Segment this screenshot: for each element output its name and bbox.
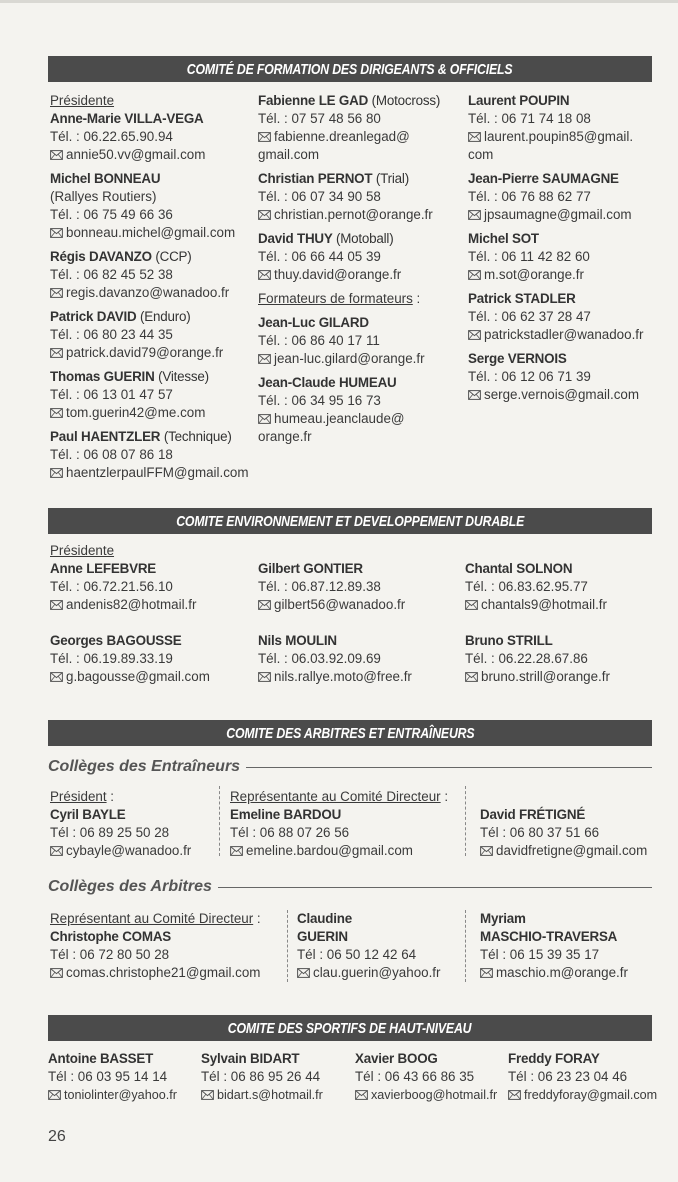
contact-email-text: nils.rallye.moto@free.fr (274, 669, 412, 684)
role-label-text: Représentante au Comité Directeur (230, 789, 441, 804)
contact-role: (Motoball) (335, 231, 394, 246)
contact-name-text: Jean-Pierre SAUMAGNE (468, 171, 619, 186)
role-label-text: Présidente (50, 93, 115, 108)
section-title: COMITE ENVIRONNEMENT ET DEVELOPPEMENT DURABLE (176, 512, 524, 530)
contact-phone: Tél. : 06.22.28.67.86 (465, 651, 588, 666)
contact-entry (50, 170, 255, 242)
contact-phone: Tél. : 06.22.65.90.94 (50, 129, 173, 144)
contact-email-text: toniolinter@yahoo.fr (64, 1088, 177, 1102)
envelope-icon (468, 132, 481, 142)
envelope-icon (50, 150, 63, 160)
contact-email-text: gilbert56@wanadoo.fr (274, 597, 406, 612)
contact-name (48, 1050, 177, 1068)
contact-phone: Tél : 06 72 80 50 28 (50, 947, 170, 962)
section-banner-formation (48, 56, 652, 82)
contact-phone: Tél : 06 86 95 26 44 (201, 1069, 321, 1084)
contact-name (230, 806, 448, 824)
contact-name-text: Nils MOULIN (258, 633, 337, 648)
contact-role: (CCP) (155, 249, 192, 264)
sportif-cell (48, 1050, 177, 1110)
contact-entry (465, 560, 607, 614)
contact-email-text: laurent.poupin85@gmail. (484, 129, 634, 144)
contact-name-text: Michel SOT (468, 231, 539, 246)
contact-email (297, 964, 441, 982)
contact-name-text: David THUY (258, 231, 333, 246)
role-label (50, 92, 255, 110)
contact-email (468, 326, 673, 344)
contact-entry (480, 910, 628, 982)
envelope-icon (468, 330, 481, 340)
contact-email (468, 386, 673, 404)
contact-email-text: patrick.david79@orange.fr (66, 345, 224, 360)
contact-entry (258, 632, 412, 686)
contact-email-text: maschio.m@orange.fr (496, 965, 628, 980)
role-label (50, 910, 261, 928)
contact-email (50, 224, 255, 242)
envelope-icon (258, 600, 271, 610)
contact-email (480, 964, 628, 982)
envelope-icon (258, 132, 271, 142)
environnement-cell (258, 560, 405, 620)
contact-name (50, 170, 255, 188)
role-label-text: Représentant au Comité Directeur (50, 911, 254, 926)
contact-email-text: bruno.strill@orange.fr (481, 669, 610, 684)
page-number: 26 (48, 1128, 66, 1145)
contact-name-text: Cyril BAYLE (50, 807, 126, 822)
contact-name (258, 632, 412, 650)
contact-email-text: christian.pernot@orange.fr (274, 207, 433, 222)
contact-phone: Tél : 06 23 23 04 46 (508, 1069, 628, 1084)
contact-email (468, 128, 673, 146)
contact-phone: Tél. : 06 62 37 28 47 (468, 309, 591, 324)
sportif-cell (201, 1050, 323, 1110)
contact-name (508, 1050, 657, 1068)
contact-name (50, 560, 196, 578)
contact-name (468, 350, 673, 368)
envelope-icon (258, 270, 271, 280)
contact-email (50, 146, 255, 164)
contact-email (50, 344, 255, 362)
contact-phone: Tél. : 06 11 42 82 60 (468, 249, 590, 264)
contact-name (297, 910, 441, 928)
contact-name-text: Patrick DAVID (50, 309, 137, 324)
contact-name (355, 1050, 497, 1068)
contact-phone: Tél. : 06 12 06 71 39 (468, 369, 591, 384)
contact-name-text: Jean-Claude HUMEAU (258, 375, 397, 390)
contact-phone: Tél. : 06.03.92.09.69 (258, 651, 381, 666)
contact-email (50, 842, 191, 860)
environnement-label: Présidente (50, 543, 115, 558)
subheading-arbitres: Collèges des Arbitres (48, 878, 652, 896)
section-title: COMITE DES ARBITRES ET ENTRAÎNEURS (225, 724, 475, 742)
formateurs-subtitle-suffix: : (412, 291, 421, 306)
contact-entry (48, 1050, 177, 1104)
contact-role: (Technique) (163, 429, 232, 444)
contact-phone: Tél. : 06 08 07 86 18 (50, 447, 173, 462)
section-banner-arbitres (48, 720, 652, 746)
contact-entry (50, 308, 255, 362)
contact-email-text: xavierboog@hotmail.fr (371, 1088, 498, 1102)
contact-email (50, 284, 255, 302)
divider-line (218, 887, 652, 888)
contact-entry (258, 560, 405, 614)
environnement-cell (50, 560, 196, 620)
contact-phone: Tél. : 06 76 88 62 77 (468, 189, 591, 204)
contact-name (50, 368, 255, 386)
contact-email-text: emeline.bardou@gmail.com (246, 843, 413, 858)
contact-email-text: bonneau.michel@gmail.com (66, 225, 236, 240)
contact-entry (468, 230, 673, 284)
contact-name (258, 374, 463, 392)
contact-entry (258, 170, 463, 224)
contact-entry (50, 788, 191, 860)
envelope-icon (465, 600, 478, 610)
contact-name (465, 632, 610, 650)
contact-entry (258, 314, 463, 368)
contact-role: (Trial) (375, 171, 409, 186)
contact-entry (258, 230, 463, 284)
contact-name-text: Chantal SOLNON (465, 561, 573, 576)
contact-entry (258, 92, 463, 164)
contact-name-text: Anne LEFEBVRE (50, 561, 157, 576)
contact-entry (468, 290, 673, 344)
contact-email (50, 464, 255, 482)
contact-phone: Tél. : 06.19.89.33.19 (50, 651, 173, 666)
contact-name (258, 230, 463, 248)
envelope-icon (258, 354, 271, 364)
contact-phone: Tél : 06 88 07 26 56 (230, 825, 350, 840)
envelope-icon (258, 672, 271, 682)
contact-name (50, 806, 191, 824)
contact-email-text: fabienne.dreanlegad@ (274, 129, 410, 144)
formation-column-1 (50, 92, 255, 488)
section-title: COMITE DES SPORTIFS DE HAUT-NIVEAU (228, 1019, 472, 1037)
envelope-icon (50, 672, 63, 682)
contact-phone: Tél. : 06.83.62.95.77 (465, 579, 588, 594)
contact-email (258, 206, 463, 224)
contact-entry (50, 428, 255, 482)
contact-entry (258, 374, 463, 446)
contact-name-text: Jean-Luc GILARD (258, 315, 369, 330)
environnement-cell (465, 632, 610, 692)
contact-email (201, 1086, 323, 1104)
contact-name (480, 910, 628, 928)
entraineur-cell (50, 788, 191, 866)
contact-email (465, 596, 607, 614)
contact-name-text: Antoine BASSET (48, 1051, 154, 1066)
contact-name-text: Michel BONNEAU (50, 171, 161, 186)
contact-role: (Motocross) (371, 93, 441, 108)
envelope-icon (48, 1090, 61, 1100)
contact-phone: Tél : 06 50 12 42 64 (297, 947, 417, 962)
contact-email-text: annie50.vv@gmail.com (66, 147, 206, 162)
contact-email (230, 842, 448, 860)
environnement-cell (50, 632, 210, 692)
contact-name-text: Gilbert GONTIER (258, 561, 363, 576)
formateurs-subtitle (258, 290, 463, 308)
top-edge (0, 0, 678, 3)
contact-phone: Tél. : 06 34 95 16 73 (258, 393, 381, 408)
entraineur-cell (480, 806, 647, 866)
contact-name (50, 248, 255, 266)
contact-name-text: Serge VERNOIS (468, 351, 567, 366)
contact-phone: Tél. : 06 80 23 44 35 (50, 327, 173, 342)
contact-phone: Tél : 06 89 25 50 28 (50, 825, 170, 840)
contact-entry (50, 92, 255, 164)
contact-email (258, 266, 463, 284)
contact-phone: Tél. : 06 75 49 66 36 (50, 207, 173, 222)
envelope-icon (465, 672, 478, 682)
envelope-icon (50, 968, 63, 978)
envelope-icon (297, 968, 310, 978)
contact-name-text: Laurent POUPIN (468, 93, 570, 108)
contact-email-continued: orange.fr (258, 429, 312, 444)
contact-email-text: davidfretigne@gmail.com (496, 843, 648, 858)
contact-name-text: Emeline BARDOU (230, 807, 342, 822)
role-label-suffix: : (440, 789, 449, 804)
arbitre-cell (480, 910, 628, 988)
contact-entry (480, 806, 647, 860)
role-label (50, 788, 191, 806)
contact-email (50, 668, 210, 686)
contact-email (50, 404, 255, 422)
contact-email (508, 1086, 657, 1104)
sportif-cell (508, 1050, 657, 1110)
contact-email (468, 266, 673, 284)
contact-email-text: andenis82@hotmail.fr (66, 597, 197, 612)
contact-email-text: humeau.jeanclaude@ (274, 411, 405, 426)
section-title: COMITÉ DE FORMATION DES DIRIGEANTS & OFFICIELS (187, 60, 513, 78)
contact-detail: (Rallyes Routiers) (50, 189, 157, 204)
envelope-icon (50, 228, 63, 238)
environnement-cell (258, 632, 412, 692)
contact-entry (201, 1050, 323, 1104)
contact-name-line2: MASCHIO-TRAVERSA (480, 929, 618, 944)
contact-email-text: clau.guerin@yahoo.fr (313, 965, 441, 980)
contact-email-text: m.sot@orange.fr (484, 267, 584, 282)
contact-email-text: thuy.david@orange.fr (274, 267, 402, 282)
contact-email (468, 206, 673, 224)
contact-entry (355, 1050, 497, 1104)
envelope-icon (50, 348, 63, 358)
environnement-cell (465, 560, 607, 620)
contact-name (465, 560, 607, 578)
contact-email (50, 964, 261, 982)
contact-name (258, 560, 405, 578)
contact-email-text: jpsaumagne@gmail.com (484, 207, 632, 222)
contact-email-text: chantals9@hotmail.fr (481, 597, 607, 612)
contact-entry (465, 632, 610, 686)
contact-entry (50, 560, 196, 614)
arbitre-cell (297, 910, 441, 988)
contact-email-text: patrickstadler@wanadoo.fr (484, 327, 644, 342)
dashed-divider (465, 786, 466, 856)
contact-name (258, 170, 463, 188)
arbitre-cell (50, 910, 261, 988)
contact-entry (50, 368, 255, 422)
contact-phone: Tél. : 06.87.12.89.38 (258, 579, 381, 594)
envelope-icon (355, 1090, 368, 1100)
envelope-icon (480, 968, 493, 978)
contact-phone: Tél. : 06 71 74 18 08 (468, 111, 591, 126)
dashed-divider (219, 786, 220, 856)
role-label-text: Président (50, 789, 107, 804)
contact-name (50, 428, 255, 446)
contact-name-text: David FRÉTIGNÉ (480, 807, 586, 822)
dashed-divider (287, 910, 288, 982)
contact-email-text: regis.davanzo@wanadoo.fr (66, 285, 230, 300)
role-label (230, 788, 448, 806)
contact-name-text: Georges BAGOUSSE (50, 633, 182, 648)
contact-name (468, 92, 673, 110)
contact-email (258, 596, 405, 614)
contact-name-text: Paul HAENTZLER (50, 429, 161, 444)
contact-name-text: Myriam (480, 911, 526, 926)
formation-column-3 (468, 92, 673, 410)
contact-role: (Enduro) (139, 309, 191, 324)
contact-email-text: comas.christophe21@gmail.com (66, 965, 261, 980)
contact-phone: Tél : 06 80 37 51 66 (480, 825, 600, 840)
subheading-entraineurs: Collèges des Entraîneurs (48, 758, 652, 776)
contact-entry (297, 910, 441, 982)
contact-entry (508, 1050, 657, 1104)
contact-email-text: bidart.s@hotmail.fr (217, 1088, 323, 1102)
contact-name (50, 928, 261, 946)
envelope-icon (50, 408, 63, 418)
contact-name-text: Fabienne LE GAD (258, 93, 369, 108)
contact-name (468, 230, 673, 248)
contact-email (480, 842, 647, 860)
contact-name-text: Xavier BOOG (355, 1051, 438, 1066)
contact-entry (230, 788, 448, 860)
envelope-icon (468, 390, 481, 400)
envelope-icon (50, 468, 63, 478)
contact-email-text: jean-luc.gilard@orange.fr (274, 351, 425, 366)
contact-phone: Tél : 06 15 39 35 17 (480, 947, 600, 962)
contact-email (50, 596, 196, 614)
contact-name-text: Anne-Marie VILLA-VEGA (50, 111, 204, 126)
contact-entry (50, 632, 210, 686)
envelope-icon (50, 288, 63, 298)
envelope-icon (468, 210, 481, 220)
contact-name (480, 806, 647, 824)
envelope-icon (50, 600, 63, 610)
envelope-icon (230, 846, 243, 856)
contact-phone: Tél. : 06 07 34 90 58 (258, 189, 381, 204)
contact-phone: Tél. : 06 86 40 17 11 (258, 333, 380, 348)
formateurs-subtitle-text: Formateurs de formateurs (258, 291, 413, 306)
envelope-icon (480, 846, 493, 856)
contact-name (50, 110, 255, 128)
divider-line (246, 767, 652, 768)
contact-email (258, 350, 463, 368)
role-label-suffix: : (106, 789, 115, 804)
envelope-icon (258, 210, 271, 220)
contact-email-text: haentzlerpaulFFM@gmail.com (66, 465, 249, 480)
contact-name (50, 632, 210, 650)
contact-name-text: Thomas GUERIN (50, 369, 155, 384)
contact-phone: Tél. : 06 13 01 47 57 (50, 387, 173, 402)
contact-entry (50, 910, 261, 982)
contact-phone: Tél : 06 43 66 86 35 (355, 1069, 475, 1084)
entraineur-cell (230, 788, 448, 866)
contact-phone: Tél. : 06 66 44 05 39 (258, 249, 381, 264)
contact-name (258, 314, 463, 332)
contact-email (465, 668, 610, 686)
contact-phone: Tél. : 06 82 45 52 38 (50, 267, 173, 282)
contact-name-text: Claudine (297, 911, 352, 926)
contact-email-text: serge.vernois@gmail.com (484, 387, 639, 402)
contact-email (48, 1086, 177, 1104)
contact-phone: Tél. : 07 57 48 56 80 (258, 111, 381, 126)
contact-entry (50, 248, 255, 302)
contact-name-text: Christophe COMAS (50, 929, 172, 944)
contact-name-text: Patrick STADLER (468, 291, 576, 306)
contact-name-line2: GUERIN (297, 929, 348, 944)
contact-name (468, 170, 673, 188)
contact-phone: Tél. : 06.72.21.56.10 (50, 579, 173, 594)
envelope-icon (508, 1090, 521, 1100)
contact-name (258, 92, 463, 110)
envelope-icon (50, 846, 63, 856)
contact-email-continued: gmail.com (258, 147, 320, 162)
contact-name-text: Sylvain BIDART (201, 1051, 300, 1066)
contact-name (468, 290, 673, 308)
contact-email (258, 128, 463, 146)
dashed-divider (465, 910, 466, 982)
formation-column-2 (258, 92, 463, 452)
contact-entry (468, 350, 673, 404)
contact-entry (468, 170, 673, 224)
contact-email-text: freddyforay@gmail.com (524, 1088, 658, 1102)
role-label-suffix: : (253, 911, 261, 926)
contact-email (355, 1086, 497, 1104)
contact-email-text: g.bagousse@gmail.com (66, 669, 210, 684)
sportif-cell (355, 1050, 497, 1110)
section-banner-sportifs (48, 1015, 652, 1041)
contact-role: (Vitesse) (158, 369, 209, 384)
contact-email-continued: com (468, 147, 494, 162)
contact-email-text: cybayle@wanadoo.fr (66, 843, 192, 858)
contact-name (50, 308, 255, 326)
contact-email-text: tom.guerin42@me.com (66, 405, 206, 420)
contact-email (258, 668, 412, 686)
contact-name-text: Freddy FORAY (508, 1051, 600, 1066)
contact-phone: Tél : 06 03 95 14 14 (48, 1069, 168, 1084)
contact-email (258, 410, 463, 428)
section-banner-environnement (48, 508, 652, 534)
envelope-icon (468, 270, 481, 280)
envelope-icon (201, 1090, 214, 1100)
contact-name (201, 1050, 323, 1068)
contact-name-text: Bruno STRILL (465, 633, 553, 648)
contact-name-text: Christian PERNOT (258, 171, 373, 186)
contact-name-text: Régis DAVANZO (50, 249, 152, 264)
contact-entry (468, 92, 673, 164)
envelope-icon (258, 414, 271, 424)
